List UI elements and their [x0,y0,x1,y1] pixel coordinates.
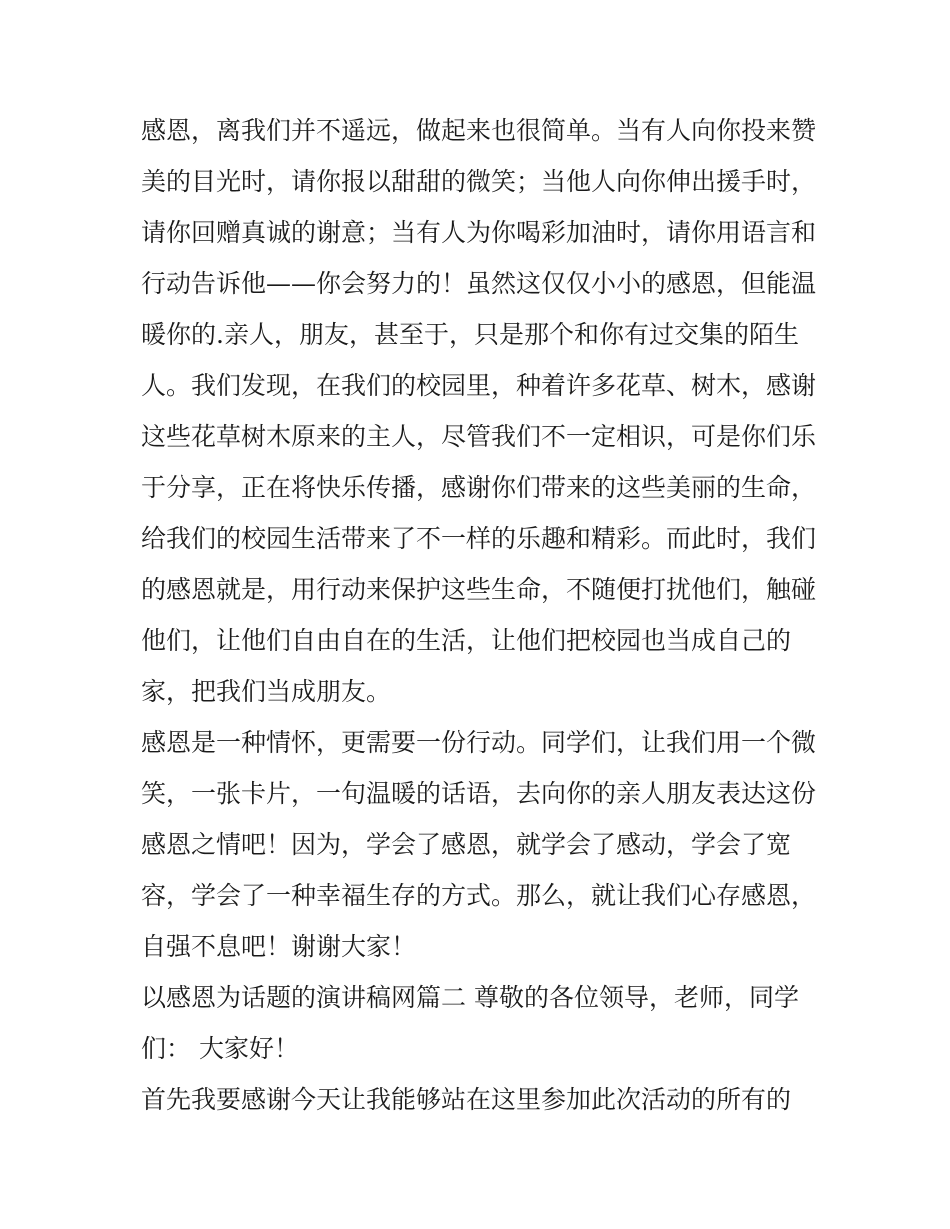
text-line: 给我们的校园生活带来了不一样的乐趣和精彩。而此时，我们 [141,524,817,553]
text-line: 们： 大家好！ [141,1034,299,1063]
document-body [141,105,821,1125]
text-line: 他们，让他们自由自在的生活，让他们把校园也当成自己的 [141,626,792,655]
text-line: 于分享，正在将快乐传播，感谢你们带来的这些美丽的生命， [141,473,817,502]
text-line: 容，学会了一种幸福生存的方式。那么，就让我们心存感恩， [141,881,817,910]
text-line: 笑，一张卡片，一句温暖的话语，去向你的亲人朋友表达这份 [141,779,817,808]
text-line: 感恩之情吧！因为，学会了感恩，就学会了感动，学会了宽 [141,830,792,859]
text-line: 行动告诉他——你会努力的！虽然这仅仅小小的感恩，但能温 [141,269,817,298]
text-line: 自强不息吧！谢谢大家！ [141,932,417,961]
text-line: 家，把我们当成朋友。 [141,677,392,706]
text-line: 暖你的.亲人，朋友，甚至于，只是那个和你有过交集的陌生 [141,320,799,349]
text-line: 请你回赠真诚的谢意；当有人为你喝彩加油时，请你用语言和 [141,218,817,247]
text-line: 这些花草树木原来的主人，尽管我们不一定相识，可是你们乐 [141,422,817,451]
text-line: 感恩是一种情怀，更需要一份行动。同学们，让我们用一个微 [141,728,817,757]
text-line: 感恩，离我们并不遥远，做起来也很简单。当有人向你投来赞 [141,116,817,145]
text-line: 人。我们发现，在我们的校园里，种着许多花草、树木，感谢 [141,371,817,400]
text-line: 美的目光时，请你报以甜甜的微笑；当他人向你伸出援手时， [141,167,817,196]
text-line: 首先我要感谢今天让我能够站在这里参加此次活动的所有的 [141,1085,792,1114]
text-line: 的感恩就是，用行动来保护这些生命，不随便打扰他们，触碰 [141,575,817,604]
text-line: 以感恩为话题的演讲稿网篇二 尊敬的各位领导，老师，同学 [141,983,799,1012]
